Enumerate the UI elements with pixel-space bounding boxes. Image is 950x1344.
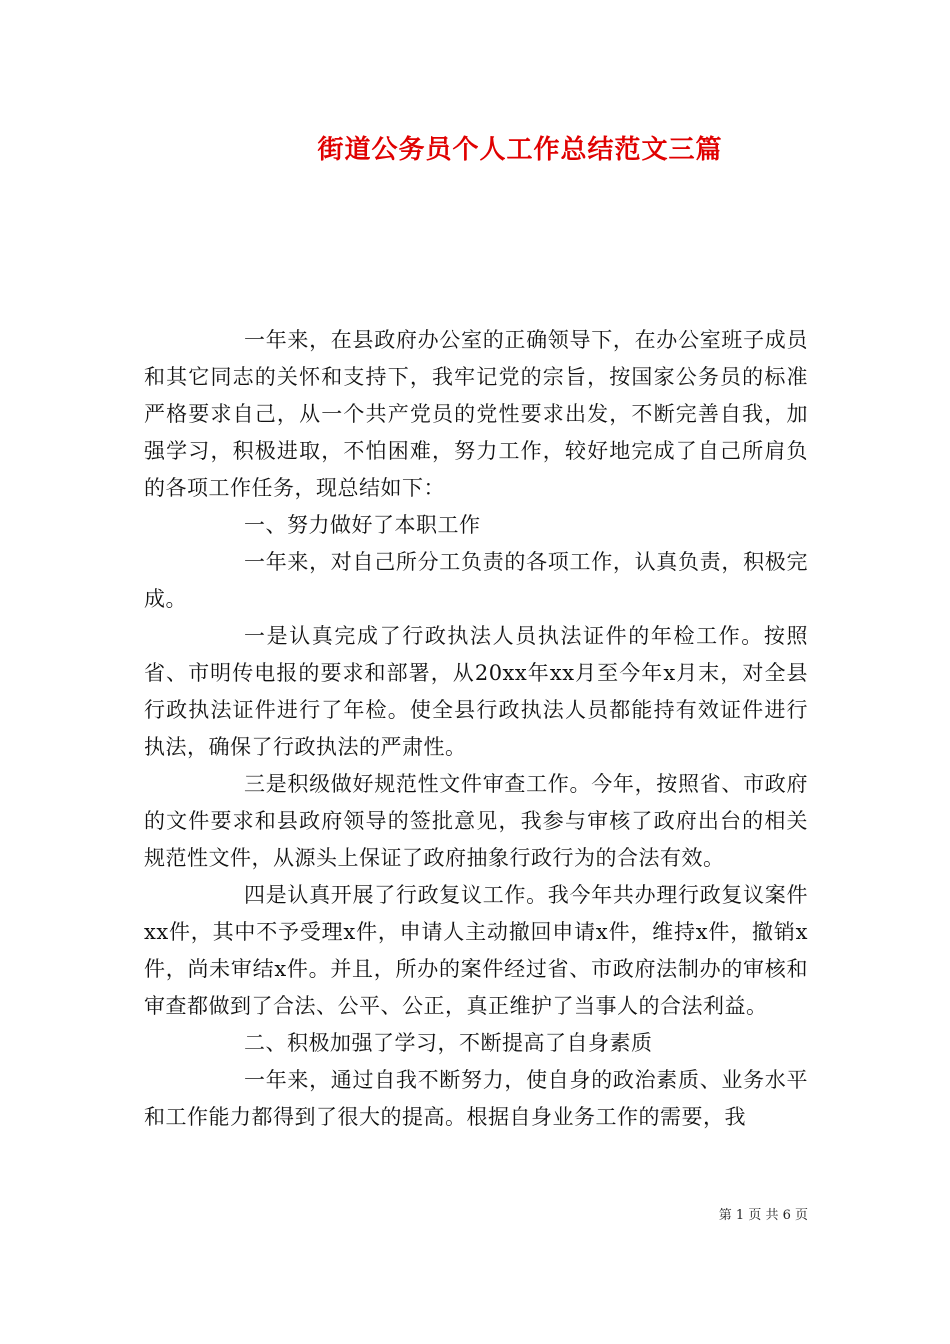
paragraph-5: 一年来，通过自我不断努力，使自身的政治素质、业务水平和工作能力都得到了很大的提高。根据自身业务工作的需要，我 bbox=[144, 1068, 808, 1129]
page-footer: 第 1 页 共 6 页 bbox=[718, 1208, 808, 1223]
paragraph-intro: 一年来，在县政府办公室的正确领导下，在办公室班子成员和其它同志的关怀和支持下，我牢记党的宗旨，按国家公务员的标准严格要求自己，从一个共产党员的党性要求出发，不断完善自我，加强学习，积极进取，不怕困难，努力工作，较好地完成了自己所肩负的各项工作任务，现总结如下： bbox=[144, 328, 808, 500]
document-body bbox=[144, 322, 808, 1136]
page-title: 街道公务员个人工作总结范文三篇 bbox=[317, 135, 723, 165]
section-heading-2: 二、积极加强了学习，不断提高了自身素质 bbox=[244, 1031, 653, 1055]
section-heading-1: 一、努力做好了本职工作 bbox=[244, 513, 481, 537]
paragraph-2: 一是认真完成了行政执法人员执法证件的年检工作。按照省、市明传电报的要求和部署，从20xx年xx月至今年x月末，对全县行政执法证件进行了年检。使全县行政执法人员都能持有效证件进行执法，确保了行政执法的严肃性。 bbox=[144, 624, 808, 759]
paragraph-1: 一年来，对自己所分工负责的各项工作，认真负责，积极完成。 bbox=[144, 550, 808, 611]
paragraph-4: 四是认真开展了行政复议工作。我今年共办理行政复议案件xx件，其中不予受理x件，申请人主动撤回申请x件，维持x件，撤销x件，尚未审结x件。并且，所办的案件经过省、市政府法制办的审核和审查都做到了合法、公平、公正，真正维护了当事人的合法利益。 bbox=[144, 883, 808, 1018]
paragraph-3: 三是积级做好规范性文件审查工作。今年，按照省、市政府的文件要求和县政府领导的签批意见，我参与审核了政府出台的相关规范性文件，从源头上保证了政府抽象行政行为的合法有效。 bbox=[144, 772, 808, 870]
